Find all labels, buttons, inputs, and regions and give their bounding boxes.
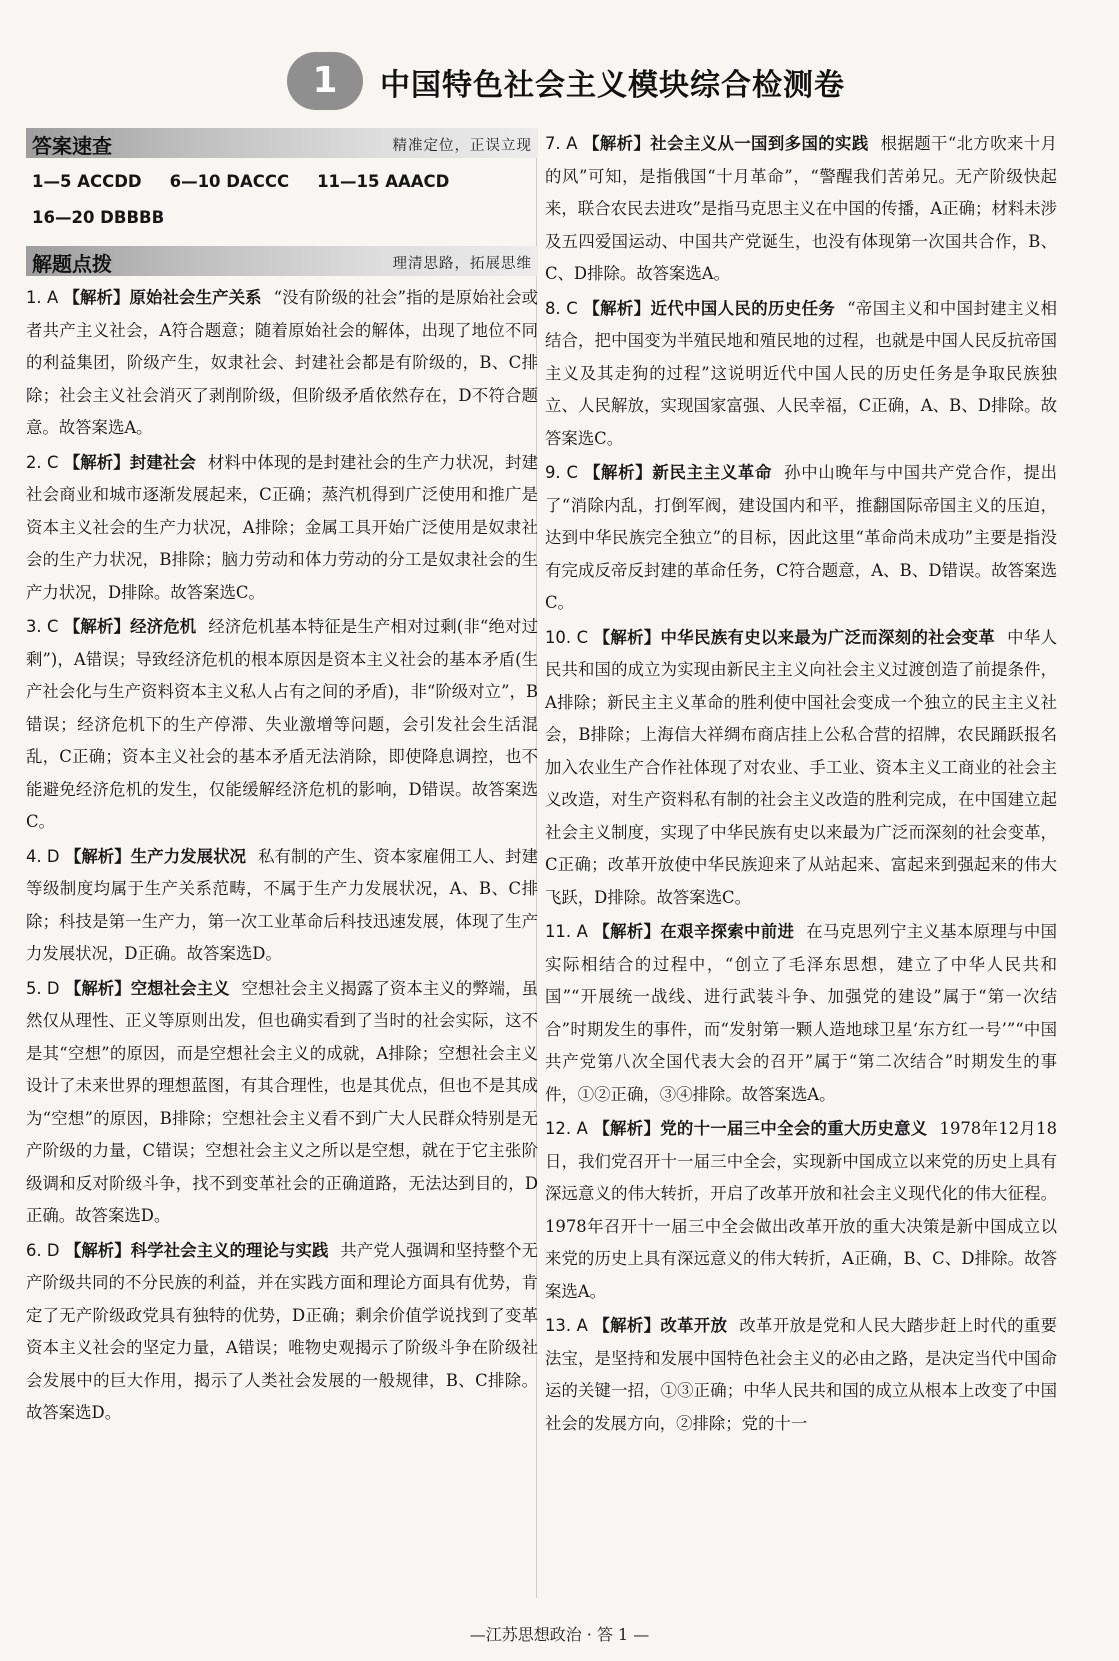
- item-topic: 近代中国人民的历史任务: [650, 298, 836, 318]
- item-tag: 【解析】: [64, 1240, 131, 1260]
- analysis-item: [545, 622, 1057, 915]
- answer-group: 16—20 DBBBB: [32, 208, 165, 227]
- item-text: 孙中山晚年与中国共产党合作，提出了“消除内乱，打倒军阀，建设国内和平，推翻国际帝国主义的压迫，达到中华民族完全独立”的目标，因此这里“革命尚未成功”主要是指没有完成反帝反封建的革命任务，C符合题意，A、B、D错误。故答案选C。: [545, 463, 1058, 612]
- item-text: 根据题干“北方吹来十月的风”可知，是指俄国“十月革命”，“警醒我们苦弟兄。无产阶级快起来，联合农民去进攻”是指马克思主义在中国的传播，A正确；材料未涉及五四爱国运动、中国共产党诞生，也没有体现第一次国共合作，B、C、D排除。故答案选A。: [545, 134, 1057, 283]
- item-number: 8. C: [545, 298, 578, 318]
- item-topic: 社会主义从一国到多国的实践: [650, 134, 869, 153]
- item-topic: 改革开放: [660, 1316, 728, 1335]
- quick-answers-bar: [26, 128, 538, 158]
- quick-answers-subtitle: 精准定位，正误立现: [392, 138, 532, 154]
- page-header: [0, 40, 1119, 130]
- item-text: 经济危机基本特征是生产相对过剩(非“绝对过剩”)，A错误；导致经济危机的根本原因是资本主义社会的基本矛盾(生产社会化与生产资料资本主义私人占有之间的矛盾)，非“阶级对立”，B错误；经济危机下的生产停滞、失业激增等问题，会引发社会生活混乱，C正确；资本主义社会的基本矛盾无法消除，即使降息调控，也不能避免经济危机的发生，仅能缓解经济危机的影响，D错误。故答案选C。: [26, 617, 538, 831]
- item-text: “帝国主义和中国封建主义相结合，把中国变为半殖民地和殖民地的过程，也就是中国人民反抗帝国主义及其走狗的过程”这说明近代中国人民的历史任务是争取民族独立、人民解放，实现国家富强、人民幸福，C正确，A、B、D排除。故答案选C。: [545, 298, 1058, 448]
- answer-group: 1—5 ACCDD: [32, 172, 142, 191]
- analysis-item: [26, 447, 538, 610]
- analysis-item: [26, 1235, 538, 1430]
- analysis-item: [26, 841, 538, 971]
- item-topic: 中华民族有史以来最为广泛而深刻的社会变革: [660, 627, 996, 647]
- item-topic: 空想社会主义: [130, 978, 230, 998]
- page-footer: —江苏思想政治 · 答 1 —: [469, 1625, 650, 1644]
- analysis-item: [545, 1113, 1057, 1308]
- item-tag: 【解析】: [593, 922, 661, 941]
- item-tag: 【解析】: [63, 288, 130, 307]
- item-text: 改革开放是党和人民大踏步赶上时代的重要法宝，是坚持和发展中国特色社会主义的必由之路，是决定当代中国命运的关键一招，①③正确；中华人民共和国的成立从根本上改变了中国社会的发展方向，②排除；党的十一: [545, 1316, 1057, 1433]
- item-topic: 生产力发展状况: [130, 846, 247, 866]
- item-text: 在马克思列宁主义基本原理与中国实际相结合的过程中，“创立了毛泽东思想，建立了中华人民共和国”“开展统一战线、进行武装斗争、加强党的建设”属于“第一次结合”时期发生的事件，而“发射第一颗人造地球卫星‘东方红一号’”“中国共产党第八次全国代表大会的召开”属于“第二次结合”时期发生的事件，①②正确，③④排除。故答案选A。: [545, 922, 1057, 1104]
- analysis-bar: [26, 246, 538, 276]
- item-tag: 【解析】: [583, 298, 651, 318]
- item-topic: 封建社会: [129, 452, 196, 472]
- item-text: 空想社会主义揭露了资本主义的弊端，虽然仅从理性、正义等原则出发，但也确实看到了当时的社会实际，这不是其“空想”的原因，而是空想社会主义的成就，A排除；空想社会主义设计了未来世界的理想蓝图，有其合理性，也是其优点，但也不是其成为“空想”的原因，B排除；空想社会主义看不到广大人民群众特别是无产阶级的力量，C错误；空想社会主义之所以是空想，就在于它主张阶级调和反对阶级斗争，找不到变革社会的正确道路，无法达到目的，D正确。故答案选D。: [26, 978, 539, 1225]
- item-topic: 在艰辛探索中前进: [660, 922, 795, 941]
- quick-answers-title: 答案速查: [32, 134, 112, 158]
- answer-key: [32, 164, 538, 236]
- item-tag: 【解析】: [593, 1119, 661, 1138]
- analysis-item: [26, 973, 538, 1233]
- page-title: 中国特色社会主义模块综合检测卷: [380, 68, 845, 103]
- item-tag: 【解析】: [63, 617, 131, 636]
- item-topic: 新民主主义革命: [652, 463, 773, 482]
- item-tag: 【解析】: [63, 452, 130, 472]
- item-number: 2. C: [26, 452, 59, 472]
- item-number: 1. A: [26, 288, 59, 307]
- item-tag: 【解析】: [64, 846, 131, 866]
- item-text: 材料中体现的是封建社会的生产力状况，封建社会商业和城市逐渐发展起来，C正确；蒸汽机得到广泛使用和推广是资本主义社会的生产力状况，A排除；金属工具开始广泛使用是奴隶社会的生产力状况，B排除；脑力劳动和体力劳动的分工是奴隶社会的生产力状况，D排除。故答案选C。: [26, 452, 539, 602]
- left-column: [26, 128, 538, 1432]
- item-topic: 科学社会主义的理论与实践: [130, 1240, 329, 1260]
- item-tag: 【解析】: [64, 978, 131, 998]
- item-text: 共产党人强调和坚持整个无产阶级共同的不分民族的利益，并在实践方面和理论方面具有优势，肯定了无产阶级政党具有独特的优势，D正确；剩余价值学说找到了变革资本主义社会的坚定力量，A错误；唯物史观揭示了阶级斗争在阶级社会发展中的巨大作用，揭示了人类社会发展的一般规律，B、C排除。故答案选D。: [26, 1240, 539, 1422]
- item-tag: 【解析】: [583, 134, 651, 153]
- item-text: 中华人民共和国的成立为实现由新民主主义向社会主义过渡创造了前提条件，A排除；新民主主义革命的胜利使中国社会变成一个独立的民主主义社会，B排除；上海信大祥绸布商店挂上公私合营的招牌，农民踊跃报名加入农业生产合作社体现了对农业、手工业、资本主义工商业的社会主义改造，对生产资料私有制的社会主义改造的胜利完成，在中国建立起社会主义制度，实现了中华民族有史以来最为广泛而深刻的社会变革，C正确；改革开放使中华民族迎来了从站起来、富起来到强起来的伟大飞跃，D排除。故答案选C。: [545, 627, 1058, 907]
- analysis-item: [545, 916, 1057, 1111]
- analysis-item: [26, 611, 538, 839]
- item-number: 11. A: [545, 922, 588, 941]
- item-number: 3. C: [26, 617, 59, 636]
- item-number: 10. C: [545, 627, 589, 647]
- item-number: 9. C: [545, 463, 579, 482]
- item-number: 13. A: [545, 1316, 588, 1335]
- answer-group: 6—10 DACCC: [169, 172, 290, 191]
- analysis-item: [545, 1310, 1057, 1440]
- analysis-subtitle: 理清思路，拓展思维: [392, 256, 532, 272]
- item-number: 7. A: [545, 134, 578, 153]
- item-topic: 经济危机: [130, 617, 197, 636]
- answer-group: 11—15 AAACD: [317, 172, 450, 191]
- item-number: 4. D: [26, 846, 60, 866]
- analysis-item: [545, 293, 1057, 456]
- item-tag: 【解析】: [583, 463, 653, 482]
- chapter-badge: 1: [287, 52, 363, 110]
- item-number: 5. D: [26, 978, 60, 998]
- item-topic: 党的十一届三中全会的重大历史意义: [660, 1119, 928, 1138]
- analysis-item: [545, 128, 1057, 291]
- analysis-item: [545, 457, 1057, 620]
- item-number: 6. D: [26, 1240, 60, 1260]
- analysis-item: [26, 282, 538, 445]
- right-column: [545, 128, 1057, 1442]
- item-number: 12. A: [545, 1119, 588, 1138]
- item-topic: 原始社会生产关系: [129, 288, 262, 307]
- analysis-title: 解题点拨: [32, 252, 112, 276]
- item-text: “没有阶级的社会”指的是原始社会或者共产主义社会，A符合题意；随着原始社会的解体，出现了地位不同的利益集团，阶级产生，奴隶社会、封建社会都是有阶级的，B、C排除；社会主义社会消灭了剥削阶级，但阶级矛盾依然存在，D不符合题意。故答案选A。: [26, 288, 539, 437]
- item-tag: 【解析】: [593, 1316, 661, 1335]
- item-text: 1978年12月18日，我们党召开十一届三中全会，实现新中国成立以来党的历史上具有深远意义的伟大转折，开启了改革开放和社会主义现代化的伟大征程。1978年召开十一届三中全会做出改革开放的重大决策是新中国成立以来党的历史上具有深远意义的伟大转折，A正确，B、C、D排除。故答案选A。: [545, 1119, 1057, 1301]
- item-tag: 【解析】: [593, 627, 661, 647]
- item-text: 私有制的产生、资本家雇佣工人、封建等级制度均属于生产关系范畴，不属于生产力发展状况，A、B、C排除；科技是第一生产力，第一次工业革命后科技迅速发展，体现了生产力发展状况，D正确。故答案选D。: [26, 846, 539, 963]
